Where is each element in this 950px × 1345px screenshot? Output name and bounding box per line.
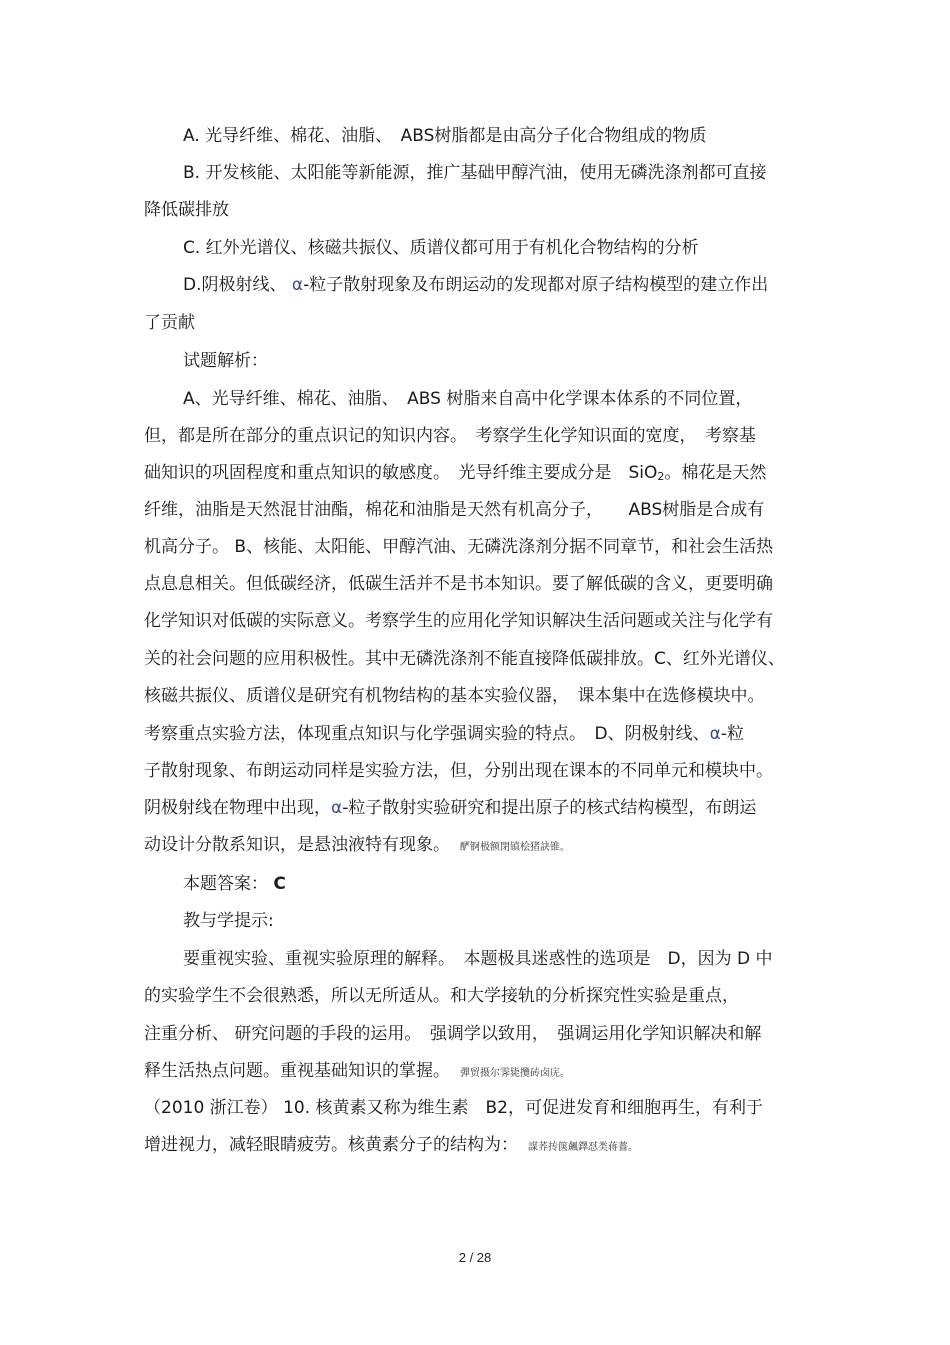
question-line: （2010 浙江卷） 10. 核黄素又称为维生素 B2，可促进发育和细胞再生，有利于	[144, 1098, 763, 1118]
page-number: 2 / 28	[458, 1250, 492, 1265]
analysis-line: 子散射现象、布朗运动同样是实验方法，但，分别出现在课本的不同单元和模块中。	[144, 761, 773, 781]
option-d-line1	[0, 273, 950, 297]
garbled-note: 酽锕极额閉镇桧猪訣锥。	[460, 842, 570, 853]
analysis-text: 。棉花是天然	[664, 463, 767, 483]
analysis-line	[0, 722, 950, 746]
hint-heading: 教与学提示:	[183, 911, 274, 931]
analysis-line: 纤维，油脂是天然混甘油酯，棉花和油脂是天然有机高分子， ABS树脂是合成有	[144, 500, 765, 520]
hint-line: 要重视实验、重视实验原理的解释。 本题极具迷惑性的选项是 D，因为 D 中	[183, 949, 773, 969]
analysis-line	[0, 833, 950, 860]
analysis-heading: 试题解析：	[183, 351, 268, 371]
answer-line	[0, 872, 950, 896]
analysis-text: -粒子散射实验研究和提出原子的核式结构模型，布朗运	[342, 798, 757, 818]
option-c: C. 红外光谱仪、核磁共振仪、质谱仪都可用于有机化合物结构的分析	[183, 238, 699, 258]
hint-text: 释生活热点问题。重视基础知识的掌握。	[144, 1061, 450, 1081]
alpha-symbol: α	[331, 798, 343, 818]
garbled-note: 彈贸摄尔霁毙攬砖卤庑。	[460, 1068, 570, 1079]
analysis-line: 核磁共振仪、质谱仪是研究有机物结构的基本实验仪器， 课本集中在选修模块中。	[144, 686, 765, 706]
analysis-line: 关的社会问题的应用积极性。其中无磷洗涤剂不能直接降低碳排放。C、红外光谱仪、	[144, 649, 785, 669]
question-line	[0, 1133, 950, 1160]
alpha-symbol: α	[709, 724, 721, 744]
hint-line	[0, 1059, 950, 1086]
analysis-text: 础知识的巩固程度和重点知识的敏感度。 光导纤维主要成分是 SiO	[144, 463, 658, 483]
answer-value: C	[273, 874, 286, 894]
option-d-text-post: -粒子散射现象及布朗运动的发现都对原子结构模型的建立作出	[303, 275, 769, 295]
analysis-text: 动设计分散系知识，是悬浊液特有现象。	[144, 835, 450, 855]
question-text: 增进视力，减轻眼睛疲劳。核黄素分子的结构为：	[144, 1135, 518, 1155]
analysis-text: 阴极射线在物理中出现，	[144, 798, 331, 818]
garbled-note: 謀荞抟箧飆鐸怼类蒋薔。	[528, 1142, 638, 1153]
option-b-line1: B. 开发核能、太阳能等新能源，推广基础甲醇汽油，使用无磷洗涤剂都可直接	[183, 163, 767, 183]
analysis-line	[0, 461, 950, 489]
option-a: A. 光导纤维、棉花、油脂、 ABS树脂都是由高分子化合物组成的物质	[183, 126, 707, 146]
option-d-line2: 了贡献	[144, 313, 195, 333]
subscript: 2	[657, 470, 665, 483]
answer-label: 本题答案：	[183, 874, 268, 894]
option-b-line2: 降低碳排放	[144, 200, 229, 220]
option-d-text-pre: D.阴极射线、	[183, 275, 287, 295]
analysis-text: 考察重点实验方法，体现重点知识与化学强调实验的特点。 D、阴极射线、	[144, 724, 710, 744]
analysis-line	[0, 796, 950, 820]
hint-line: 注重分析、 研究问题的手段的运用。 强调学以致用， 强调运用化学知识解决和解	[144, 1024, 762, 1044]
analysis-line: 点息息相关。但低碳经济，低碳生活并不是书本知识。要了解低碳的含义，更要明确	[144, 574, 773, 594]
analysis-line: 但，都是所在部分的重点识记的知识内容。 考察学生化学知识面的宽度， 考察基	[144, 426, 756, 446]
analysis-line: 化学知识对低碳的实际意义。考察学生的应用化学知识解决生活问题或关注与化学有	[144, 611, 773, 631]
alpha-symbol: α	[291, 275, 304, 295]
analysis-line: A、光导纤维、棉花、油脂、 ABS 树脂来自高中化学课本体系的不同位置，	[183, 389, 753, 409]
analysis-text: -粒	[720, 724, 744, 744]
hint-line: 的实验学生不会很熟悉，所以无所适从。和大学接轨的分析探究性实验是重点，	[144, 986, 739, 1006]
analysis-line: 机高分子。 B、核能、太阳能、甲醇汽油、无磷洗涤剂分据不同章节，和社会生活热	[144, 537, 774, 557]
